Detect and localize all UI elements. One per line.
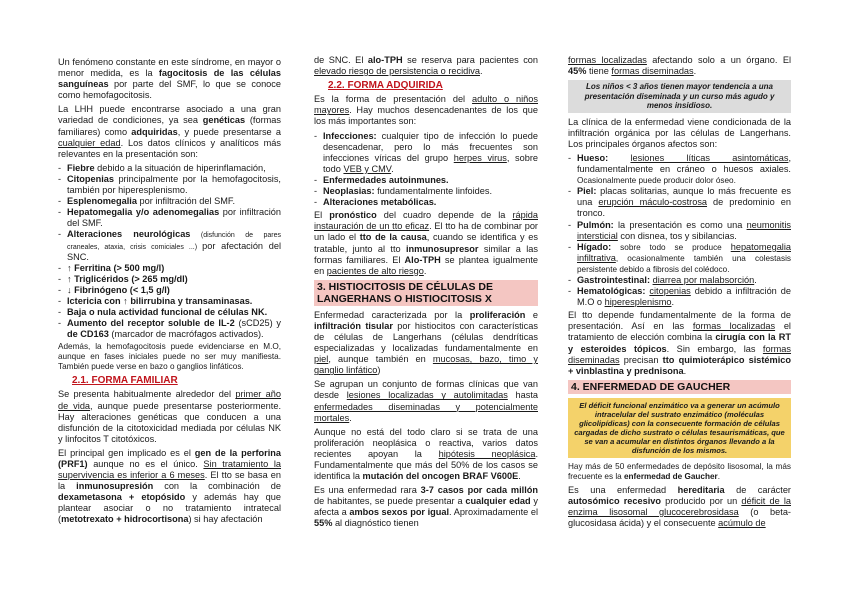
clinical-data-list (58, 163, 281, 341)
heading-forma-adquirida: 2.2. FORMA ADQUIRIDA (328, 80, 443, 92)
list-item: - ↑ Ferritina (> 500 mg/l) (58, 263, 281, 274)
paragraph-perforina: El principal gen implicado es el gen de la perforina (PRF1) aunque no es el único. Sin tratamiento la supervivencia es inferior a 6 meses. El tto se basa en la inmunosupresión con la combinación de dexametasona + etopósido y además hay que plantear asociar o no tratamiento intratecal (metotrexato + hidrocortisona) si hay afectación (58, 447, 281, 525)
organos-list (568, 153, 791, 308)
paragraph-formas-localizadas: formas localizadas afectando solo a un órgano. El 45% tiene formas diseminadas. (568, 55, 791, 77)
list-item: - Alteraciones neurológicas (disfunción de pares craneales, ataxia, crisis comiciales ...) por afectación del SNC. (58, 229, 281, 262)
list-item: - Gastrointestinal: diarrea por malabsorción. (568, 275, 791, 286)
list-item: - ↑ Triglicéridos (> 265 mg/dl) (58, 274, 281, 285)
paragraph-herencia: Es una enfermedad hereditaria de carácter autosómico recesivo producido por un déficit de la enzima lisosomal glucocerebrosidasa (o beta-glucosidasa ácida) y el consecuente acúmulo de (568, 484, 791, 529)
paragraph-tratamiento: El tto depende fundamentalmente de la forma de presentación. Así en las formas localizadas el tratamiento de elección combina la cirugía con la RT y esteroides tópicos. Sin embargo, las formas diseminadas precisan tto quimioterápico sistémico + vinblastina y prednisona. (568, 310, 792, 376)
heading-gaucher: 4. ENFERMEDAD DE GAUCHER (568, 380, 791, 394)
heading-forma-familiar: 2.1. FORMA FAMILIAR (72, 375, 178, 387)
list-item: - Piel: placas solitarias, aunque lo más frecuente es una erupción máculo-costrosa de predominio en tronco. (568, 186, 791, 219)
list-item: - Alteraciones metabólicas. (314, 197, 538, 208)
paragraph-lhh-condiciones: La LHH puede encontrarse asociado a una gran variedad de condiciones, ya sea genéticas (formas familiares) como adquiridas, y puede presentarse a cualquier edad. Los datos clínicos y analíticos más relevantes en la presentación son: (58, 104, 281, 159)
list-item: - Fiebre debido a la situación de hiperinflamación, (58, 163, 281, 174)
paragraph-note-mo: Además, la hemofagocitosis puede evidenciarse en M.O, aunque en fases iniciales puede no ser muy manifiesta. También puede verse en bazo o ganglios linfáticos. (58, 342, 281, 372)
paragraph-braf: Aunque no está del todo claro si se trata de una proliferación neoplásica o reactiva, varios datos recientes apoyan la hipótesis neoplásica. Fundamentalmente que más del 50% de los casos se identifica la mutación del oncogen BRAF V600E. (314, 426, 538, 482)
column-1 (58, 57, 281, 529)
paragraph-forma-familiar: Se presenta habitualmente alrededor del primer año de vida, aunque puede presentarse posteriormente. Hay alteraciones genéticas que conducen a una disfunción de la citotoxicidad mediada por células NK y linfocitos T citotóxicos. (58, 389, 281, 444)
paragraph-alo-tph: de SNC. El alo-TPH se reserva para pacientes con elevado riesgo de persistencia o recidiva. (314, 55, 539, 77)
paragraph-depositos: Hay más de 50 enfermedades de depósito lisosomal, la más frecuente es la enfermedad de Gaucher. (568, 461, 791, 481)
paragraph-histiocitosis-def: Enfermedad caracterizada por la proliferación e infiltración tisular por histiocitos con características de células de Langerhans (células dendríticas especializadas y localizadas fundamentalmente en piel, aunque también en mucosas, bazo, timo y ganglio linfático) (314, 309, 539, 376)
list-item: - Pulmón: la presentación es como una neumonitis intersticial con disnea, tos y sibilancias. (568, 220, 791, 242)
list-item: - Hígado: sobre todo se produce hepatomegalia infiltrativa, ocasionalmente también una colestasis persistente debido a fibrosis del colédoco. (568, 242, 791, 275)
heading-histiocitosis: 3. HISTIOCITOSIS DE CÉLULAS DE LANGERHANS O HISTIOCITOSIS X (314, 280, 538, 306)
column-2 (314, 55, 538, 533)
highlight-box-deficit: El déficit funcional enzimático va a generar un acúmulo intracelular del sustrato enzimático (moléculas glicolipídicas) con la consecuente formación de células cargadas de dicho sustrato o células tesaurismáticas, que se van a acumular en distintos órganos llevando a la disfunción de los mismos. (568, 398, 791, 458)
paragraph-clinica: La clínica de la enfermedad viene condicionada de la infiltración orgánica por las células de Langerhans. Los principales órganos afectos son: (568, 116, 791, 149)
list-item: - Infecciones: cualquier tipo de infección lo puede desencadenar, pero lo más frecuentes son infecciones víricas del grupo herpes virus, sobre todo VEB y CMV. (314, 131, 538, 175)
column-3 (568, 55, 791, 532)
list-item: - Hematológicas: citopenias debido a infiltración de M.O o hiperesplenismo. (568, 286, 791, 308)
desencadenantes-list (314, 131, 538, 209)
paragraph-hemofagocitosis: Un fenómeno constante en este síndrome, en mayor o menor medida, es la fagocitosis de las células sanguíneas por parte del SMF, lo que se conoce como hemofagocitosis. (58, 57, 281, 101)
highlight-box-ninos: Los niños < 3 años tienen mayor tendencia a una presentación diseminada y un curso más agudo y menos insidioso. (568, 80, 791, 113)
paragraph-forma-adquirida: Es la forma de presentación del adulto o niños mayores. Hay muchos desencadenantes de los que los más importantes son: (314, 94, 538, 127)
paragraph-formas-clinicas: Se agrupan un conjunto de formas clínicas que van desde lesiones localizadas y autolimitadas hasta enfermedades diseminadas y potencialmente mortales. (314, 379, 539, 423)
list-item: - Ictericia con ↑ bilirrubina y transaminasas. (58, 296, 281, 307)
list-item: - Aumento del receptor soluble de IL-2 (sCD25) y de CD163 (marcador de macrófagos activados). (58, 318, 281, 340)
list-item: - Neoplasias: fundamentalmente linfoides. (314, 186, 538, 197)
paragraph-epidemiologia: Es una enfermedad rara 3-7 casos por cada millón de habitantes, se puede presentar a cualquier edad y afecta a ambos sexos por igual. Aproximadamente el 55% al diagnóstico tienen (314, 485, 538, 529)
list-item: - Hepatomegalia y/o adenomegalias por infiltración del SMF. (58, 207, 281, 229)
list-item: - ↓ Fibrinógeno (< 1,5 g/l) (58, 285, 281, 296)
list-item: - Enfermedades autoinmunes. (314, 175, 538, 186)
list-item: - Citopenias principalmente por la hemofagocitosis, también por hiperesplenismo. (58, 174, 281, 196)
list-item: - Baja o nula actividad funcional de células NK. (58, 307, 281, 318)
list-item: - Hueso: lesiones líticas asintomáticas, fundamentalmente en cráneo o huesos axiales. Ocasionalmente puede producir dolor óseo. (568, 153, 791, 186)
paragraph-pronostico: El pronóstico del cuadro depende de la rápida instauración de un tto eficaz. El tto ha de combinar por un lado el tto de la causa, cuando se identifica y es tratable, junto al tto inmunosupresor similar a las formas familiares. El Alo-TPH se plantea igualmente en pacientes de alto riesgo. (314, 210, 538, 276)
list-item: - Esplenomegalia por infiltración del SMF. (58, 196, 281, 207)
